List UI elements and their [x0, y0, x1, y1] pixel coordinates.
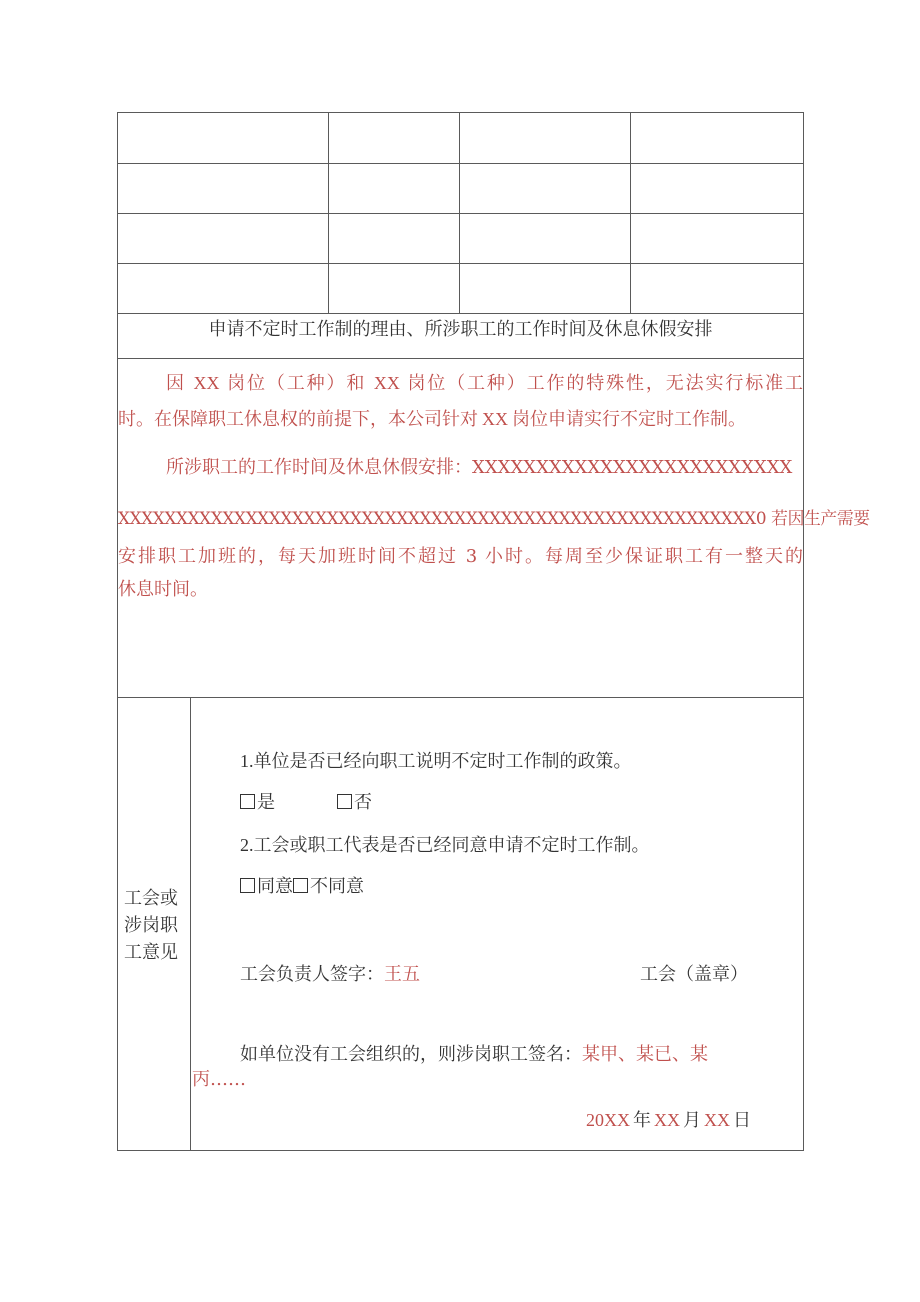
table-rule [117, 358, 804, 359]
signature-name: 王五 [384, 964, 420, 985]
question-number: 2. [240, 835, 254, 855]
question-2 [240, 833, 650, 858]
option-label: 否 [354, 792, 372, 813]
employee-names-continued: 丙…… [192, 1069, 246, 1090]
date-year: 20XX [586, 1110, 630, 1130]
table-cell[interactable] [329, 113, 459, 163]
table-cell[interactable] [460, 164, 630, 213]
schedule-word: 小时。每周至少保证职工有一整天的 [484, 546, 804, 567]
table-rule [117, 313, 804, 314]
table-rule [117, 697, 804, 698]
employee-names: 某甲、某已、某 [582, 1044, 708, 1065]
question-text: 工会或职工代表是否已经同意申请不定时工作制。 [253, 835, 650, 856]
table-cell[interactable] [631, 164, 803, 213]
question-number: 1. [240, 751, 254, 771]
table-cell[interactable] [118, 264, 328, 313]
checkbox-agree[interactable] [240, 878, 255, 893]
reason-word: 岗位（工种）工作的特殊性，无法实行标准工 [407, 373, 804, 394]
table-cell[interactable] [460, 113, 630, 163]
opinion-label-line: 涉岗职 [124, 915, 178, 936]
reason-word: 时。在保障职工休息权的前提下，本公司针对 [118, 409, 478, 430]
table-cell[interactable] [329, 164, 459, 213]
table-rule [117, 1150, 804, 1151]
date-unit: 月 [683, 1110, 701, 1131]
schedule-line-1: 所涉职工的工作时间及休息休假安排：XXXXXXXXXXXXXXXXXXXXXXXXX [166, 457, 793, 478]
date-unit: 日 [733, 1110, 751, 1131]
table-cell[interactable] [460, 214, 630, 263]
schedule-line-2: XXXXXXXXXXXXXXXXXXXXXXXXXXXXXXXXXXXXXXXXXXXXXXXXXXXXXXX0 若因生产需要 [118, 508, 870, 528]
sign-date [586, 1108, 751, 1133]
table-cell[interactable] [460, 264, 630, 313]
checkbox-no[interactable] [337, 794, 352, 809]
overtime-hours: 3 [465, 546, 478, 567]
reason-word: 岗位申请实行不定时工作制。 [512, 409, 746, 430]
schedule-word: 安排职工加班的，每天加班时间不超过 [118, 546, 459, 567]
date-unit: 年 [633, 1110, 651, 1131]
post-code-3: XX [482, 409, 508, 429]
section-header: 申请不定时工作制的理由、所涉职工的工作时间及休息休假安排 [208, 319, 713, 340]
schedule-line-4: 休息时间。 [118, 579, 208, 600]
table-cell[interactable] [329, 264, 459, 313]
schedule-line-3 [118, 545, 803, 569]
reason-line-1 [118, 371, 803, 396]
table-cell[interactable] [118, 164, 328, 213]
table-rule [190, 697, 191, 1150]
option-label: 不同意 [310, 876, 364, 897]
table-cell[interactable] [118, 214, 328, 263]
opinion-label-line: 工意见 [124, 942, 178, 963]
question-1 [240, 749, 632, 774]
table-cell[interactable] [631, 214, 803, 263]
option-label: 是 [257, 792, 275, 813]
reason-word: 因 [166, 373, 186, 394]
opinion-label-line: 工会或 [124, 888, 178, 909]
table-cell[interactable] [631, 264, 803, 313]
post-code-1: XX [193, 373, 220, 393]
q1-option-no[interactable] [337, 791, 372, 815]
q1-option-yes[interactable] [240, 791, 275, 815]
checkbox-yes[interactable] [240, 794, 255, 809]
signature-label: 工会负责人签字： [240, 964, 384, 985]
table-cell[interactable] [631, 113, 803, 163]
employee-signature-label: 如单位没有工会组织的，则涉岗职工签名： [240, 1044, 582, 1065]
date-day: XX [704, 1110, 730, 1130]
table-cell[interactable] [329, 214, 459, 263]
reason-line-2 [118, 407, 746, 432]
q2-options [240, 875, 364, 899]
post-code-2: XX [373, 373, 400, 393]
union-signature [240, 963, 420, 987]
date-month: XX [654, 1110, 680, 1130]
checkbox-disagree[interactable] [293, 878, 308, 893]
option-label: 同意 [257, 876, 293, 897]
question-text: 单位是否已经向职工说明不定时工作制的政策。 [253, 751, 632, 772]
table-rule [803, 112, 804, 1151]
employee-signature-line [240, 1043, 708, 1067]
table-cell[interactable] [118, 113, 328, 163]
reason-word: 岗位（工种）和 [227, 373, 367, 394]
union-seal: 工会（盖章） [640, 964, 748, 985]
